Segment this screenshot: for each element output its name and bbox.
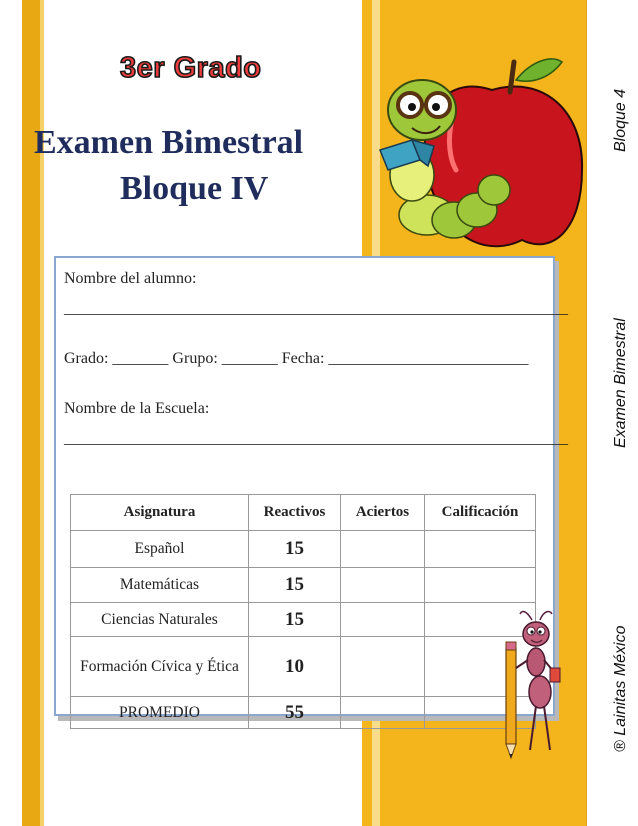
correct-cell[interactable] (341, 531, 425, 568)
items-cell: 15 (249, 568, 341, 603)
header-items: Reactivos (249, 495, 341, 531)
subject-cell: PROMEDIO (71, 697, 249, 729)
exam-title: Examen Bimestral (34, 124, 304, 161)
side-label-bloque: Bloque 4 (612, 88, 629, 152)
subject-cell: Español (71, 531, 249, 568)
correct-cell[interactable] (341, 637, 425, 697)
items-cell: 15 (249, 531, 341, 568)
grade-cell[interactable] (425, 531, 536, 568)
table-row (71, 531, 536, 568)
subject-cell: Ciencias Naturales (71, 603, 249, 637)
items-cell: 55 (249, 697, 341, 729)
table-row (71, 697, 536, 729)
header-subject: Asignatura (71, 495, 249, 531)
ant-with-pencil-illustration (496, 610, 566, 760)
items-cell: 10 (249, 637, 341, 697)
exam-block-title: Bloque IV (120, 170, 269, 207)
correct-cell[interactable] (341, 568, 425, 603)
table-row (71, 568, 536, 603)
side-label-copyright: ® Lainitas México (612, 625, 629, 752)
grade-heading: 3er Grado (120, 52, 262, 84)
student-name-line[interactable]: _______________________________________________________________ (64, 300, 568, 317)
table-header-row (71, 495, 536, 531)
school-name-label: Nombre de la Escuela: (64, 400, 210, 417)
subject-cell: Formación Cívica y Ética (71, 637, 249, 697)
side-label-exam: Examen Bimestral (612, 318, 629, 448)
grade-cell[interactable] (425, 568, 536, 603)
scores-table (70, 494, 536, 729)
school-name-line[interactable]: _______________________________________________________________ (64, 430, 568, 447)
table-row (71, 603, 536, 637)
table-row (71, 637, 536, 697)
header-correct: Aciertos (341, 495, 425, 531)
items-cell: 15 (249, 603, 341, 637)
student-name-label: Nombre del alumno: (64, 270, 197, 287)
grade-group-date-row[interactable]: Grado: _______ Grupo: _______ Fecha: _________________________ (64, 350, 529, 367)
header-grade: Calificación (425, 495, 536, 531)
exam-form-card (54, 256, 568, 723)
correct-cell[interactable] (341, 603, 425, 637)
bookworm-apple-illustration (372, 50, 587, 260)
subject-cell: Matemáticas (71, 568, 249, 603)
correct-cell[interactable] (341, 697, 425, 729)
